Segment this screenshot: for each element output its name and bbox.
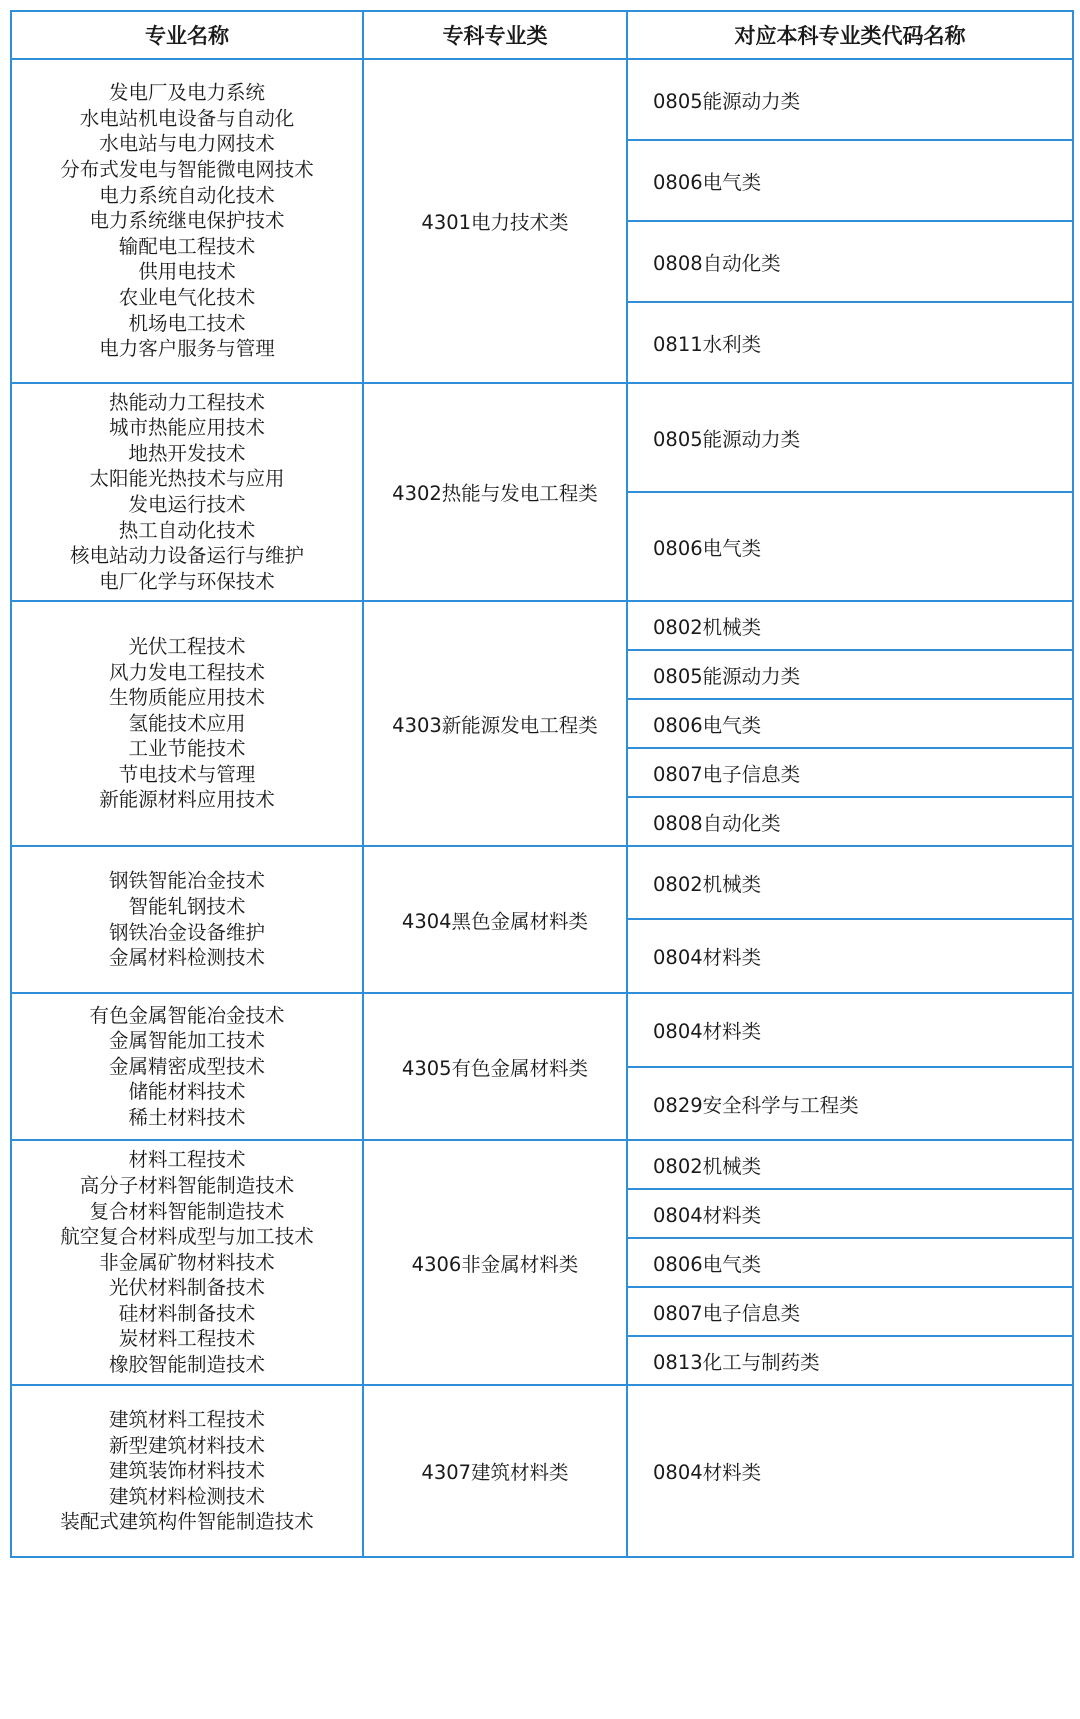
major-name: 硅材料制备技术 <box>118 1301 256 1325</box>
header-vocational-class: 专科专业类 <box>363 11 627 59</box>
major-name: 热工自动化技术 <box>118 518 256 542</box>
bachelor-class-cell: 0808自动化类 <box>627 221 1073 302</box>
majors-table-container <box>10 10 1072 1558</box>
major-name: 航空复合材料成型与加工技术 <box>60 1225 314 1249</box>
major-name: 建筑材料工程技术 <box>108 1408 265 1432</box>
table-row <box>11 601 1073 650</box>
major-name: 工业节能技术 <box>128 737 246 761</box>
major-name: 新型建筑材料技术 <box>108 1433 265 1457</box>
bachelor-class-cell: 0811水利类 <box>627 302 1073 383</box>
table-body <box>11 59 1073 1557</box>
bachelor-class-cell: 0808自动化类 <box>627 797 1073 846</box>
major-name: 有色金属智能冶金技术 <box>89 1003 285 1027</box>
major-name: 城市热能应用技术 <box>108 416 265 440</box>
bachelor-class-cell: 0804材料类 <box>627 1189 1073 1238</box>
major-names-cell <box>11 1385 363 1557</box>
vocational-class-cell: 4303新能源发电工程类 <box>363 601 627 846</box>
major-name: 发电厂及电力系统 <box>108 81 265 105</box>
major-name: 光伏材料制备技术 <box>108 1276 265 1300</box>
major-name: 热能动力工程技术 <box>108 390 265 414</box>
bachelor-class-cell: 0802机械类 <box>627 846 1073 919</box>
bachelor-class-cell: 0806电气类 <box>627 699 1073 748</box>
bachelor-class-cell: 0805能源动力类 <box>627 383 1073 492</box>
bachelor-class-cell: 0804材料类 <box>627 919 1073 993</box>
major-name: 高分子材料智能制造技术 <box>79 1173 295 1197</box>
vocational-class-cell: 4302热能与发电工程类 <box>363 383 627 601</box>
major-name: 建筑材料检测技术 <box>108 1484 265 1508</box>
table-row <box>11 1385 1073 1557</box>
bachelor-class-cell: 0807电子信息类 <box>627 748 1073 797</box>
major-name: 新能源材料应用技术 <box>99 788 275 812</box>
bachelor-class-cell: 0813化工与制药类 <box>627 1336 1073 1385</box>
major-name: 发电运行技术 <box>128 493 246 516</box>
major-name: 电力客户服务与管理 <box>99 337 275 361</box>
major-name: 电力系统继电保护技术 <box>89 209 285 233</box>
major-name: 钢铁智能冶金技术 <box>108 869 265 893</box>
major-name: 生物质能应用技术 <box>108 686 265 710</box>
major-name: 金属材料检测技术 <box>108 946 265 970</box>
major-name: 节电技术与管理 <box>118 762 256 786</box>
major-name: 复合材料智能制造技术 <box>89 1199 285 1223</box>
vocational-class-cell: 4306非金属材料类 <box>363 1140 627 1385</box>
major-names-cell <box>11 1140 363 1385</box>
major-name: 智能轧钢技术 <box>128 894 246 918</box>
major-name: 非金属矿物材料技术 <box>99 1250 275 1274</box>
major-name: 橡胶智能制造技术 <box>108 1353 265 1377</box>
major-name: 水电站与电力网技术 <box>99 132 275 156</box>
major-name: 材料工程技术 <box>128 1148 246 1172</box>
major-name: 供用电技术 <box>138 260 236 284</box>
bachelor-class-cell: 0804材料类 <box>627 993 1073 1067</box>
major-name: 太阳能光热技术与应用 <box>89 467 285 491</box>
bachelor-class-cell: 0802机械类 <box>627 1140 1073 1189</box>
table-row <box>11 846 1073 919</box>
major-name: 机场电工技术 <box>128 311 246 335</box>
major-name: 风力发电工程技术 <box>108 660 265 684</box>
bachelor-class-cell: 0805能源动力类 <box>627 650 1073 699</box>
table-row <box>11 59 1073 140</box>
major-names-cell <box>11 59 363 383</box>
bachelor-class-cell: 0807电子信息类 <box>627 1287 1073 1336</box>
table-row <box>11 993 1073 1067</box>
bachelor-class-cell: 0804材料类 <box>627 1385 1073 1557</box>
major-name: 输配电工程技术 <box>118 234 256 258</box>
major-name: 钢铁冶金设备维护 <box>108 920 265 944</box>
major-name: 电厂化学与环保技术 <box>99 569 275 593</box>
vocational-class-cell: 4305有色金属材料类 <box>363 993 627 1140</box>
vocational-class-cell: 4301电力技术类 <box>363 59 627 383</box>
header-row <box>11 11 1073 59</box>
header-major-name: 专业名称 <box>11 11 363 59</box>
table-row <box>11 1140 1073 1189</box>
bachelor-class-cell: 0806电气类 <box>627 140 1073 221</box>
bachelor-class-cell: 0805能源动力类 <box>627 59 1073 140</box>
major-names-cell <box>11 601 363 846</box>
major-name: 地热开发技术 <box>128 441 246 465</box>
major-name: 装配式建筑构件智能制造技术 <box>60 1510 314 1534</box>
major-name: 农业电气化技术 <box>118 285 256 309</box>
vocational-class-cell: 4304黑色金属材料类 <box>363 846 627 993</box>
vocational-class-cell: 4307建筑材料类 <box>363 1385 627 1557</box>
major-name: 建筑装饰材料技术 <box>108 1459 265 1483</box>
major-name: 炭材料工程技术 <box>118 1327 256 1351</box>
bachelor-class-cell: 0806电气类 <box>627 1238 1073 1287</box>
major-names-cell <box>11 383 363 601</box>
major-name: 电力系统自动化技术 <box>99 183 275 207</box>
header-bachelor-class: 对应本科专业类代码名称 <box>627 11 1073 59</box>
major-name: 稀土材料技术 <box>128 1105 246 1129</box>
bachelor-class-cell: 0806电气类 <box>627 492 1073 601</box>
bachelor-class-cell: 0829安全科学与工程类 <box>627 1067 1073 1140</box>
major-name: 金属智能加工技术 <box>108 1029 265 1053</box>
major-name: 分布式发电与智能微电网技术 <box>60 158 314 182</box>
majors-table <box>10 10 1074 1558</box>
major-names-cell <box>11 993 363 1140</box>
bachelor-class-cell: 0802机械类 <box>627 601 1073 650</box>
major-name: 金属精密成型技术 <box>108 1054 265 1078</box>
major-name: 储能材料技术 <box>128 1080 246 1104</box>
major-names-cell <box>11 846 363 993</box>
major-name: 核电站动力设备运行与维护 <box>69 544 304 568</box>
major-name: 氢能技术应用 <box>128 711 246 735</box>
table-row <box>11 383 1073 492</box>
major-name: 水电站机电设备与自动化 <box>79 106 295 130</box>
major-name: 光伏工程技术 <box>128 634 246 658</box>
